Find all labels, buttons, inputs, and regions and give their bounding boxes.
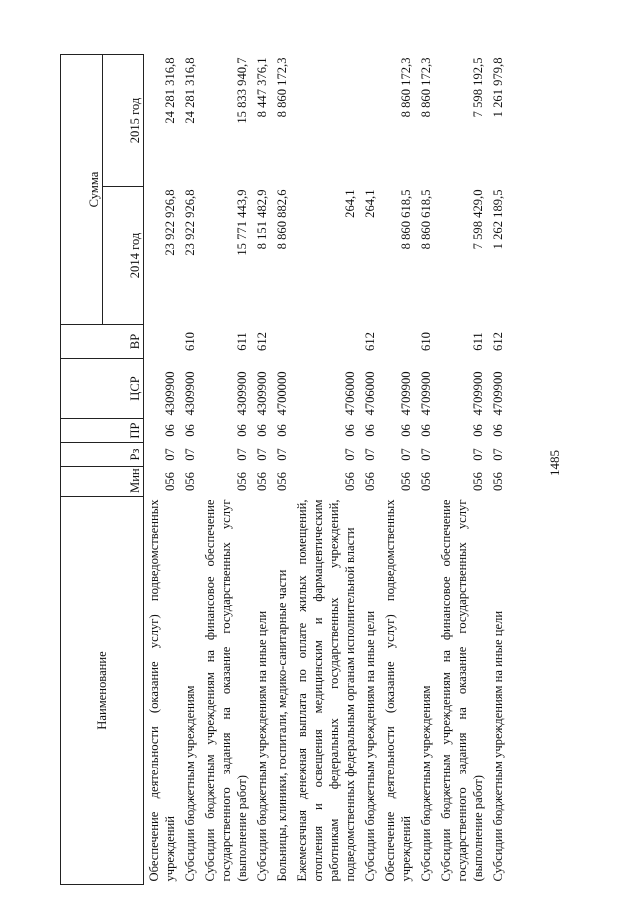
row-rz: 07 [343, 448, 357, 461]
row-csr: 4309900 [163, 371, 177, 416]
row-sum-2014: 8 151 482,9 [255, 189, 269, 250]
row-name: Субсидии бюджетным учреждениям [419, 685, 433, 882]
row-pr: 06 [471, 424, 485, 437]
row-vr: 612 [491, 332, 505, 351]
row-sum-2015: 7 598 192,5 [471, 57, 485, 118]
row-pr: 06 [491, 424, 505, 437]
table-row [292, 54, 360, 884]
page-number: 1485 [547, 450, 562, 476]
table-row [252, 54, 272, 884]
row-sum-2014: 15 771 443,9 [235, 189, 249, 256]
row-sum-2014: 23 922 926,8 [183, 189, 197, 256]
row-name: Субсидии бюджетным учреждениям на финансовое обеспечение государственного задания на оказание государственных услуг (выполнение работ) [203, 499, 249, 882]
row-name: Субсидии бюджетным учреждениям на иные цели [491, 610, 505, 882]
row-sum-2014: 264,1 [343, 189, 357, 218]
row-sum-2014: 7 598 429,0 [471, 189, 485, 250]
row-min: 056 [399, 472, 413, 491]
row-name: Субсидии бюджетным учреждениям на иные цели [255, 610, 269, 882]
row-min: 056 [163, 472, 177, 491]
row-csr: 4709900 [491, 371, 505, 416]
row-vr [292, 325, 360, 359]
row-pr: 06 [255, 424, 269, 437]
row-vr [380, 325, 416, 359]
row-min: 056 [343, 472, 357, 491]
row-vr: 611 [235, 332, 249, 351]
table-row [180, 54, 200, 884]
table-header [61, 54, 144, 884]
row-csr: 4309900 [235, 371, 249, 416]
row-rz: 07 [275, 448, 289, 461]
row-vr: 611 [471, 332, 485, 351]
table-row [200, 54, 252, 884]
table-row [272, 54, 292, 884]
row-min: 056 [235, 472, 249, 491]
row-name: Субсидии бюджетным учреждениям на финансовое обеспечение государственного задания на оказание государственных услуг (выполнение работ) [439, 499, 485, 882]
table-body [144, 54, 509, 884]
table-row [144, 54, 181, 884]
header-year-2015: 2015 год [102, 54, 144, 186]
row-min: 056 [363, 472, 377, 491]
header-csr: ЦСР [61, 359, 144, 419]
row-rz: 07 [163, 448, 177, 461]
row-csr: 4709900 [419, 371, 433, 416]
row-name: Ежемесячная денежная выплата по оплате жилых помещений, отопления и освещения медицинским и фармацевтическим работникам федеральных государственных учреждений, подведомственных федеральным органам исполнительной власти [295, 499, 357, 882]
row-name: Обеспечение деятельности (оказание услуг) подведомственных учреждений [383, 499, 413, 882]
header-sum: Сумма [61, 54, 103, 324]
row-sum-2015: 8 860 172,3 [275, 57, 289, 118]
header-pr: ПР [61, 419, 144, 443]
row-sum-2015: 24 281 316,8 [183, 57, 197, 124]
table-row [488, 54, 508, 884]
row-min: 056 [183, 472, 197, 491]
row-min: 056 [255, 472, 269, 491]
row-vr: 612 [255, 332, 269, 351]
row-rz: 07 [235, 448, 249, 461]
row-sum-2015: 8 860 172,3 [399, 57, 413, 118]
row-sum-2015: 24 281 316,8 [163, 57, 177, 124]
row-rz: 07 [399, 448, 413, 461]
row-sum-2015: 8 447 376,1 [255, 57, 269, 118]
row-pr: 06 [419, 424, 433, 437]
table-row [380, 54, 416, 884]
row-rz: 07 [471, 448, 485, 461]
row-vr: 612 [363, 332, 377, 351]
row-sum-2014: 8 860 882,6 [275, 189, 289, 250]
row-sum-2014: 23 922 926,8 [163, 189, 177, 256]
row-csr: 4709900 [399, 371, 413, 416]
row-pr: 06 [363, 424, 377, 437]
table-row [360, 54, 380, 884]
row-min: 056 [471, 472, 485, 491]
row-pr: 06 [343, 424, 357, 437]
row-csr: 4709900 [471, 371, 485, 416]
row-min: 056 [275, 472, 289, 491]
row-rz: 07 [255, 448, 269, 461]
row-csr: 4309900 [183, 371, 197, 416]
row-csr: 4309900 [255, 371, 269, 416]
row-name: Обеспечение деятельности (оказание услуг) подведомственных учреждений [147, 499, 177, 882]
row-rz: 07 [183, 448, 197, 461]
row-sum-2014: 264,1 [363, 189, 377, 218]
row-name: Субсидии бюджетным учреждениям [183, 685, 197, 882]
header-name: Наименование [61, 497, 144, 885]
row-vr [272, 325, 292, 359]
rotated-page [60, 55, 580, 885]
table-row [436, 54, 488, 884]
row-sum-2015: 1 261 979,8 [491, 57, 505, 118]
row-vr: 610 [419, 332, 433, 351]
row-vr: 610 [183, 332, 197, 351]
row-rz: 07 [491, 448, 505, 461]
row-rz: 07 [419, 448, 433, 461]
row-pr: 06 [275, 424, 289, 437]
row-pr: 06 [183, 424, 197, 437]
header-min: Мин [61, 467, 144, 497]
row-sum-2015 [360, 54, 380, 186]
row-min: 056 [419, 472, 433, 491]
row-sum-2014: 1 262 189,5 [491, 189, 505, 250]
row-name: Субсидии бюджетным учреждениям на иные цели [363, 610, 377, 882]
row-sum-2015: 8 860 172,3 [419, 57, 433, 118]
header-rz: Рз [61, 443, 144, 467]
row-csr: 4706000 [343, 371, 357, 416]
row-rz: 07 [363, 448, 377, 461]
budget-table [60, 54, 508, 885]
row-min: 056 [491, 472, 505, 491]
row-vr [144, 325, 181, 359]
table-row [416, 54, 436, 884]
row-csr: 4700000 [275, 371, 289, 416]
row-sum-2015: 15 833 940,7 [235, 57, 249, 124]
row-name: Больницы, клиники, госпитали, медико-санитарные части [275, 569, 289, 882]
row-sum-2015 [292, 54, 360, 186]
row-csr: 4706000 [363, 371, 377, 416]
header-year-2014: 2014 год [102, 187, 144, 325]
row-sum-2014: 8 860 618,5 [419, 189, 433, 250]
row-sum-2014: 8 860 618,5 [399, 189, 413, 250]
header-vr: ВР [61, 325, 144, 359]
row-pr: 06 [399, 424, 413, 437]
row-pr: 06 [235, 424, 249, 437]
row-pr: 06 [163, 424, 177, 437]
